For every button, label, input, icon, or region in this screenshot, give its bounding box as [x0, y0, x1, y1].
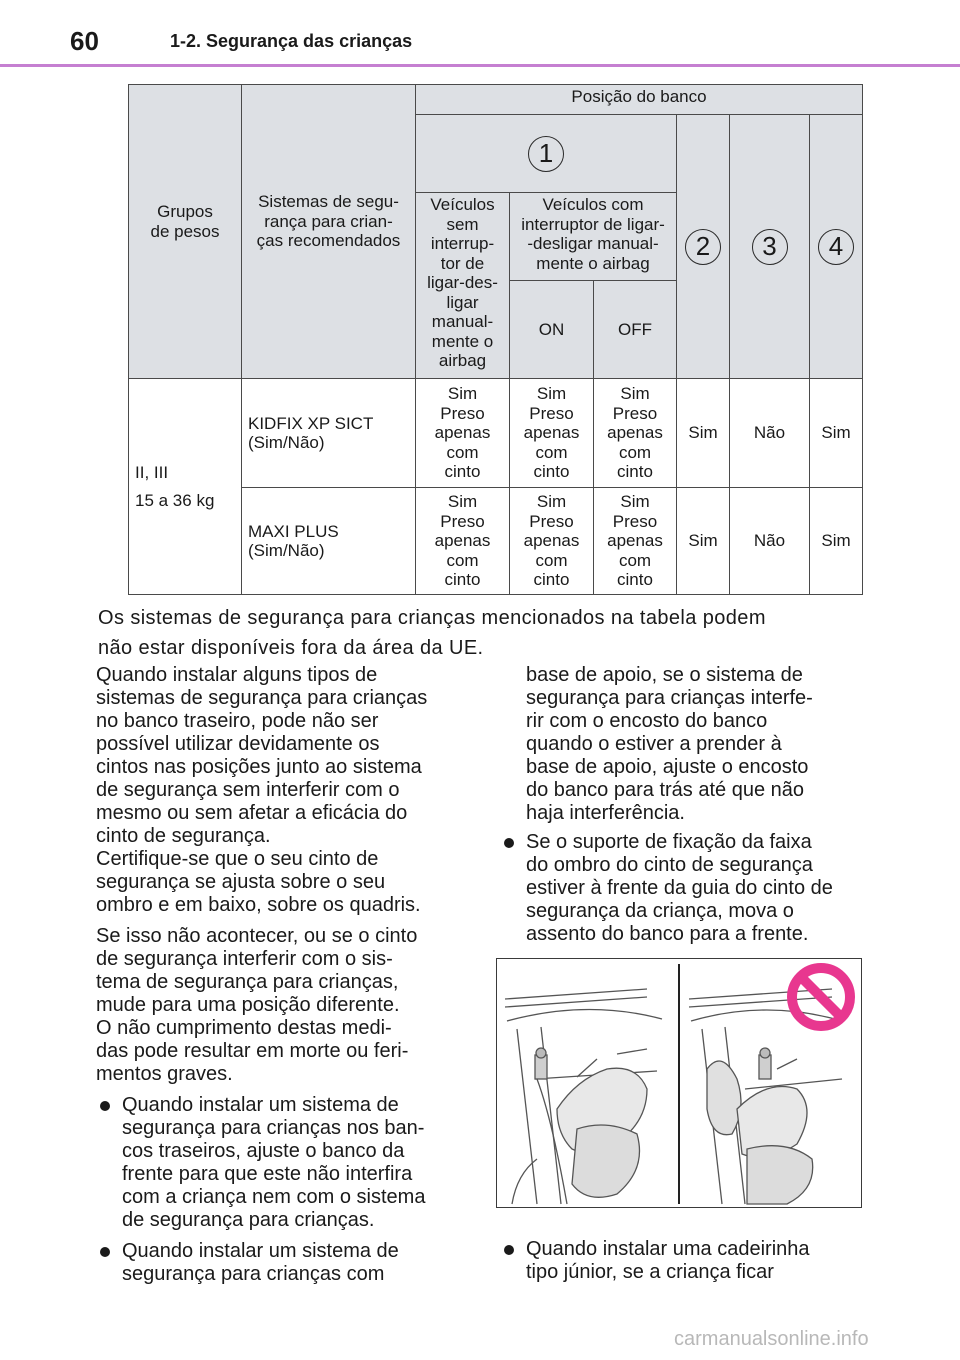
pos3-cell: Não	[730, 379, 810, 488]
prohibited-icon	[792, 968, 850, 1026]
header-switch-on: ON	[510, 281, 594, 379]
pos1-no-switch-cell: Sim Preso apenas com cinto	[416, 379, 510, 488]
left-column	[96, 664, 466, 1292]
watermark: carmanualsonline.info	[674, 1328, 869, 1350]
position-3-marker: 3	[752, 229, 788, 265]
pos4-cell: Sim	[810, 379, 863, 488]
child-seat-drawing	[497, 959, 860, 1206]
header-divider	[0, 64, 960, 67]
position-4-marker: 4	[818, 229, 854, 265]
table-note: Os sistemas de segurança para crianças mencionados na tabela podem não estar disponíveis fora da área da UE.	[98, 607, 766, 659]
system-name: KIDFIX XP SICT (Sim/Não)	[242, 379, 416, 488]
header-recommended-systems: Sistemas de segu- rança para crian- ças recomendados	[242, 85, 416, 379]
bullet-icon	[504, 838, 514, 848]
pos2-cell: Sim	[677, 488, 730, 595]
pos3-cell: Não	[730, 488, 810, 595]
page-number: 60	[70, 26, 99, 56]
child-seat-compatibility-table	[128, 84, 863, 595]
bullet-icon	[100, 1101, 110, 1111]
seat-installation-illustration	[496, 958, 862, 1208]
list-item: Se o suporte de fixação da faixa do ombro do cinto de segurança estiver à frente da guia do cinto de segurança da criança, mova o assento do banco para a frente.	[500, 831, 870, 946]
position-1-header	[416, 115, 677, 193]
bullet-icon	[504, 1245, 514, 1255]
paragraph: Quando instalar alguns tipos de sistemas de segurança para crianças no banco traseiro, pode não ser possível utilizar devidamente os cintos nas posições junto ao sistema de segurança sem interferir com o mesmo ou sem afetar a eficácia do cinto de segurança. Certifique-se que o seu cinto de segurança se ajusta sobre o seu ombro e em baixo, sobre os quadris.	[96, 664, 428, 916]
header-seat-position: Posição do banco	[416, 85, 863, 115]
pos1-on-cell: Sim Preso apenas com cinto	[510, 488, 594, 595]
pos1-off-cell: Sim Preso apenas com cinto	[594, 379, 677, 488]
position-4-header	[810, 115, 863, 379]
group-weight: 15 a 36 kg	[135, 490, 215, 510]
header-with-airbag-switch: Veículos com interruptor de ligar- -desligar manual- mente o airbag	[510, 193, 677, 281]
pos4-cell: Sim	[810, 488, 863, 595]
pos1-off-cell: Sim Preso apenas com cinto	[594, 488, 677, 595]
pos1-no-switch-cell: Sim Preso apenas com cinto	[416, 488, 510, 595]
bottom-right-text	[500, 1238, 870, 1290]
group-label: II, III	[135, 462, 169, 482]
header-no-airbag-switch: Veículos sem interrup- tor de ligar-des- ligar manual- mente o airbag	[416, 193, 510, 379]
system-name: MAXI PLUS (Sim/Não)	[242, 488, 416, 595]
header-weight-groups: Grupos de pesos	[129, 85, 242, 379]
pos1-on-cell: Sim Preso apenas com cinto	[510, 379, 594, 488]
list-item: Quando instalar uma cadeirinha tipo júnior, se a criança ficar	[500, 1238, 870, 1284]
position-2-marker: 2	[685, 229, 721, 265]
bullet-icon	[100, 1247, 110, 1257]
table-row	[129, 379, 863, 488]
paragraph-continuation: base de apoio, se o sistema de segurança para crianças interfe- rir com o encosto do banco quando o estiver a prender à base de apoio, ajuste o encosto do banco para trás até que não haja interferência.	[526, 664, 813, 824]
list-item: Quando instalar um sistema de segurança para crianças nos ban- cos traseiros, ajuste o banco da frente para que este não interfira com a criança nem com o sistema de segurança para crianças.	[96, 1094, 466, 1232]
position-2-header	[677, 115, 730, 379]
warning-paragraph: Se isso não acontecer, ou se o cinto de segurança interferir com o sis- tema de segurança para crianças, mude para uma posição diferente. O não cumprimento destas medi- das pode resultar em morte ou feri- mentos graves.	[96, 925, 418, 1085]
position-3-header	[730, 115, 810, 379]
page-header	[0, 0, 960, 68]
position-1-marker: 1	[528, 136, 564, 172]
pos2-cell: Sim	[677, 379, 730, 488]
header-switch-off: OFF	[594, 281, 677, 379]
right-column	[500, 664, 870, 952]
weight-group-cell	[129, 379, 242, 595]
list-item: Quando instalar um sistema de segurança para crianças com	[96, 1240, 466, 1286]
section-title: 1-2. Segurança das crianças	[170, 31, 413, 51]
